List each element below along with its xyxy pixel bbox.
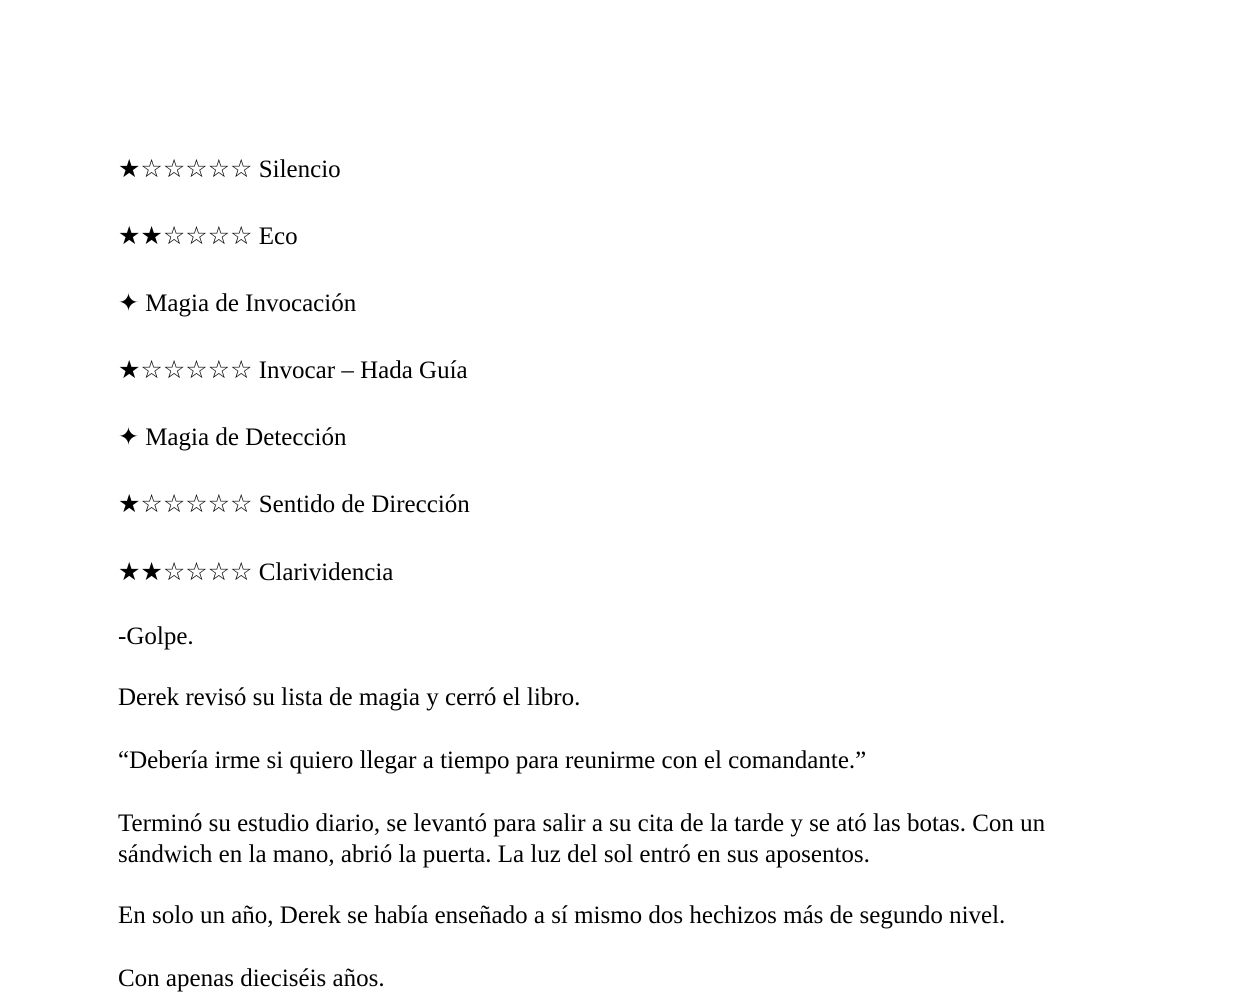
spell-entry-sentido-de-direccion: ★☆☆☆☆☆ Sentido de Dirección (118, 491, 470, 518)
paragraph-dialogue-comandante: “Debería irme si quiero llegar a tiempo para reunirme con el comandante.” (118, 747, 867, 774)
spell-entry-eco: ★★☆☆☆☆ Eco (118, 223, 298, 250)
spell-category-invocacion: ✦ Magia de Invocación (118, 290, 357, 317)
spell-entry-invocar-hada-guia: ★☆☆☆☆☆ Invocar – Hada Guía (118, 357, 468, 384)
spell-entry-silencio: ★☆☆☆☆☆ Silencio (118, 156, 341, 183)
paragraph-golpe: -Golpe. (118, 623, 194, 650)
spell-entry-clarividencia: ★★☆☆☆☆ Clarividencia (118, 559, 394, 586)
paragraph-estudio-diario: Terminó su estudio diario, se levantó para salir a su cita de la tarde y se ató las botas. Con un sándwich en la mano, abrió la puerta. La luz del sol entró en sus aposentos. (118, 810, 1046, 868)
paragraph-hechizos-segundo-nivel: En solo un año, Derek se había enseñado a sí mismo dos hechizos más de segundo nivel. (118, 902, 1006, 929)
spell-category-deteccion: ✦ Magia de Detección (118, 424, 347, 451)
paragraph-dieciseis-anos: Con apenas dieciséis años. (118, 965, 385, 992)
paragraph-lista-de-magia: Derek revisó su lista de magia y cerró el libro. (118, 684, 581, 711)
